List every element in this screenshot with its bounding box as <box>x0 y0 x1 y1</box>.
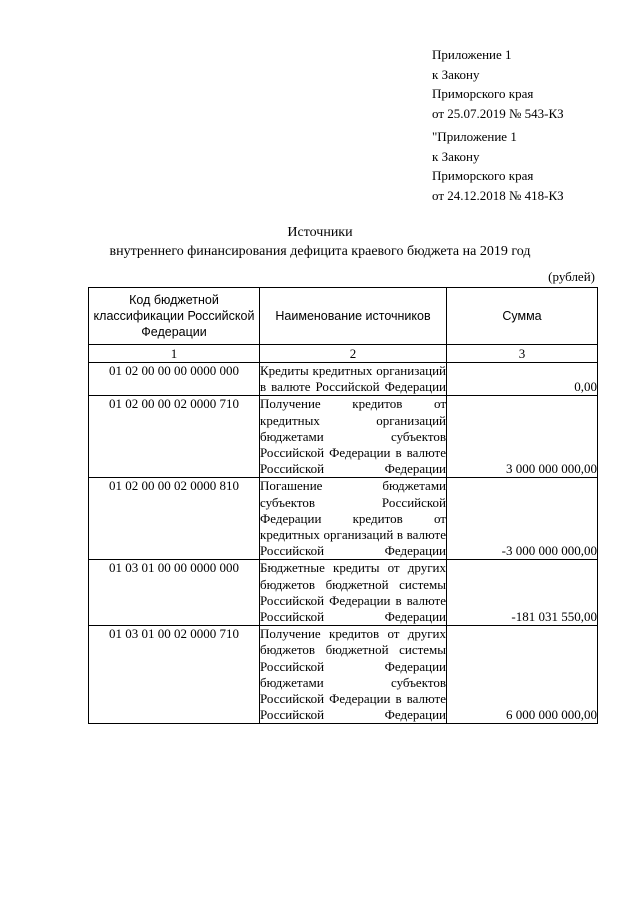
row-name: Получение кредитов от других бюджетов бюджетной системы Российской Федерации бюджетами субъектов Российской Федерации в валюте Российской Федерации <box>260 626 446 723</box>
row-name: Получение кредитов от кредитных организаций бюджетами субъектов Российской Федерации в валюте Российской Федерации <box>260 396 446 477</box>
unit-label: (рублей) <box>548 269 595 284</box>
header-sum: Сумма <box>447 288 598 345</box>
law-reference-previous <box>432 127 564 205</box>
appendix-label: "Приложение 1 <box>432 129 517 144</box>
row-name: Погашение бюджетами субъектов Российской Федерации кредитов от кредитных организаций в валюте Российской Федерации <box>260 478 446 559</box>
law-date-number: от 25.07.2019 № 543-КЗ <box>432 105 564 121</box>
column-number: 2 <box>260 345 447 363</box>
appendix-label: Приложение 1 <box>432 47 512 62</box>
region-label: Приморского края <box>432 168 534 183</box>
table-row <box>89 478 598 560</box>
table-row <box>89 560 598 626</box>
law-date-number: от 24.12.2018 № 418-КЗ <box>432 187 564 203</box>
title-line-2: внутреннего финансирования дефицита краевого бюджета на 2019 год <box>109 244 531 259</box>
row-sum: -3 000 000 000,00 <box>447 478 598 560</box>
region-label: Приморского края <box>432 86 534 101</box>
column-number: 1 <box>89 345 260 363</box>
law-label: к Закону <box>432 66 480 82</box>
table-row <box>89 363 598 396</box>
row-code: 01 03 01 00 02 0000 710 <box>89 626 260 724</box>
row-sum: -181 031 550,00 <box>447 560 598 626</box>
row-name: Кредиты кредитных организаций в валюте Российской Федерации <box>260 363 446 395</box>
header-code: Код бюджетной классификации Российской Федерации <box>89 288 260 345</box>
table-row <box>89 396 598 478</box>
column-number-row <box>89 345 598 363</box>
document-title <box>0 223 640 261</box>
title-line-1: Источники <box>287 225 353 240</box>
column-number: 3 <box>447 345 598 363</box>
row-name: Бюджетные кредиты от других бюджетов бюджетной системы Российской Федерации в валюте Российской Федерации <box>260 560 446 625</box>
financing-sources-table <box>88 287 598 724</box>
row-code: 01 02 00 00 02 0000 810 <box>89 478 260 560</box>
table-header-row <box>89 288 598 345</box>
law-reference-current <box>432 45 564 123</box>
row-sum: 6 000 000 000,00 <box>447 626 598 724</box>
row-sum: 0,00 <box>447 363 598 396</box>
law-label: к Закону <box>432 148 480 164</box>
row-code: 01 03 01 00 00 0000 000 <box>89 560 260 626</box>
header-name: Наименование источников <box>260 288 447 345</box>
row-sum: 3 000 000 000,00 <box>447 396 598 478</box>
table-row <box>89 626 598 724</box>
row-code: 01 02 00 00 02 0000 710 <box>89 396 260 478</box>
row-code: 01 02 00 00 00 0000 000 <box>89 363 260 396</box>
